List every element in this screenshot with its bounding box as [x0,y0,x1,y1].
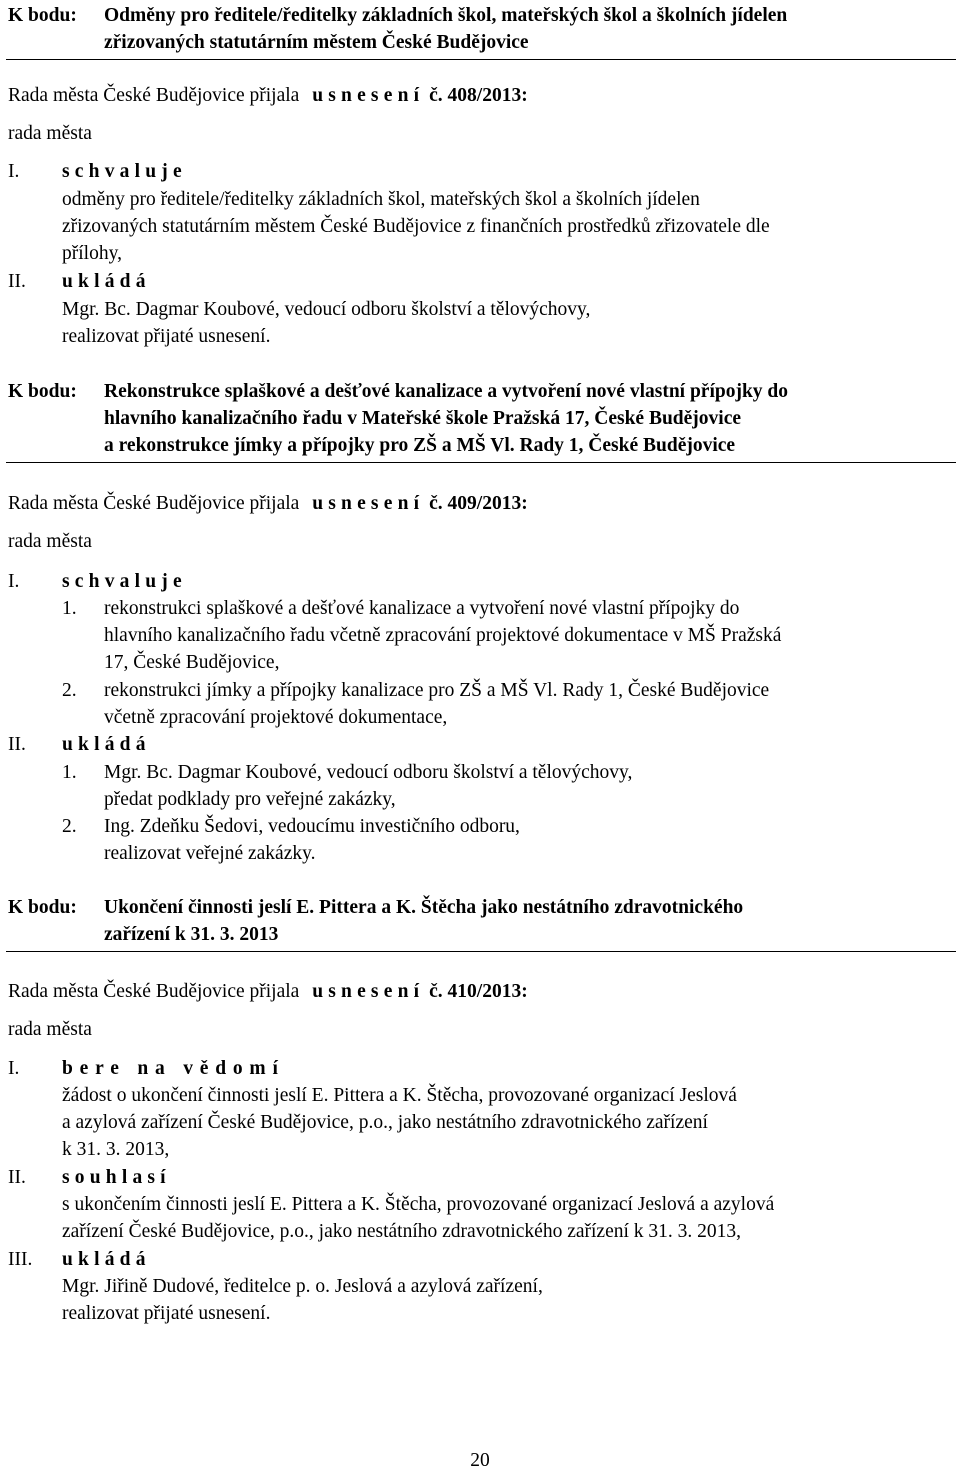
section-label: K bodu: [8,5,77,26]
rada-label: rada města [8,1019,92,1040]
item-numeral: I. [8,1058,20,1079]
section-title-line: Odměny pro ředitele/ředitelky základních škol, mateřských škol a školních jídelen [104,5,788,26]
resolution-prefix: Rada města České Budějovice přijala [8,85,300,106]
subitem-number: 1. [62,762,77,783]
item-text-line: realizovat přijaté usnesení. [62,1303,271,1324]
section-title-line: zařízení k 31. 3. 2013 [104,924,279,945]
subitem-number: 2. [62,816,77,837]
item-verb: ukládá [62,734,151,755]
subitem-text-line: 17, České Budějovice, [104,652,280,673]
rada-label: rada města [8,531,92,552]
subitem-number: 2. [62,680,77,701]
section-title-line: hlavního kanalizačního řadu v Mateřské škole Pražská 17, České Budějovice [104,408,742,429]
section-title-line: a rekonstrukce jímky a přípojky pro ZŠ a MŠ Vl. Rady 1, České Budějovice [104,435,736,456]
item-text-line: Mgr. Bc. Dagmar Koubové, vedoucí odboru školství a tělovýchovy, [62,299,591,320]
item-numeral: II. [8,1167,26,1188]
resolution-word: usnesení [312,85,425,106]
section-title-underline [6,462,956,463]
resolution-number: č. 410/2013: [429,981,528,1002]
item-numeral: I. [8,571,20,592]
subitem-text-line: realizovat veřejné zakázky. [104,843,316,864]
item-verb: bere na vědomí [62,1058,285,1079]
item-text-line: zřizovaných statutárním městem České Budějovice z finančních prostředků zřizovatele dle [62,216,770,237]
subitem-text-line: Mgr. Bc. Dagmar Koubové, vedoucí odboru školství a tělovýchovy, [104,762,633,783]
item-numeral: I. [8,161,20,182]
item-text-line: odměny pro ředitele/ředitelky základních škol, mateřských škol a školních jídelen [62,189,700,210]
item-verb: schvaluje [62,571,187,592]
item-text-line: s ukončením činnosti jeslí E. Pittera a K. Štěcha, provozované organizací Jeslová a azylová [62,1194,775,1215]
page-number: 20 [470,1450,490,1471]
section-label: K bodu: [8,897,77,918]
item-verb: ukládá [62,271,151,292]
resolution-prefix: Rada města České Budějovice přijala [8,981,300,1002]
resolution-heading [8,490,528,517]
item-verb: souhlasí [62,1167,171,1188]
section-title-line: Rekonstrukce splaškové a dešťové kanalizace a vytvoření nové vlastní přípojky do [104,381,789,402]
resolution-number: č. 409/2013: [429,493,528,514]
subitem-text-line: Ing. Zdeňku Šedovi, vedoucímu investičního odboru, [104,816,520,837]
subitem-text-line: včetně zpracování projektové dokumentace, [104,707,448,728]
item-numeral: II. [8,734,26,755]
rada-label: rada města [8,123,92,144]
resolution-number: č. 408/2013: [429,85,528,106]
item-numeral: III. [8,1249,33,1270]
item-verb: ukládá [62,1249,151,1270]
section-title-line: zřizovaných statutárním městem České Budějovice [104,32,529,53]
section-title-underline [6,951,956,952]
subitem-text-line: rekonstrukci splaškové a dešťové kanalizace a vytvoření nové vlastní přípojky do [104,598,740,619]
item-text-line: přílohy, [62,243,122,264]
subitem-number: 1. [62,598,77,619]
resolution-heading [8,82,528,109]
resolution-prefix: Rada města České Budějovice přijala [8,493,300,514]
item-verb: schvaluje [62,161,187,182]
item-text-line: a azylová zařízení České Budějovice, p.o., jako nestátního zdravotnického zařízení [62,1112,708,1133]
item-text-line: k 31. 3. 2013, [62,1139,170,1160]
resolution-word: usnesení [312,981,425,1002]
resolution-word: usnesení [312,493,425,514]
item-text-line: Mgr. Jiřině Dudové, ředitelce p. o. Jeslová a azylová zařízení, [62,1276,543,1297]
resolution-heading [8,978,528,1005]
item-text-line: zařízení České Budějovice, p.o., jako nestátního zdravotnického zařízení k 31. 3. 2013, [62,1221,742,1242]
section-title-line: Ukončení činnosti jeslí E. Pittera a K. Štěcha jako nestátního zdravotnického [104,897,744,918]
item-text-line: realizovat přijaté usnesení. [62,326,271,347]
item-numeral: II. [8,271,26,292]
section-label: K bodu: [8,381,77,402]
section-title-underline [6,59,956,60]
item-text-line: žádost o ukončení činnosti jeslí E. Pittera a K. Štěcha, provozované organizací Jeslová [62,1085,737,1106]
subitem-text-line: předat podklady pro veřejné zakázky, [104,789,396,810]
subitem-text-line: hlavního kanalizačního řadu včetně zpracování projektové dokumentace v MŠ Pražská [104,625,782,646]
subitem-text-line: rekonstrukci jímky a přípojky kanalizace pro ZŠ a MŠ Vl. Rady 1, České Budějovice [104,680,770,701]
